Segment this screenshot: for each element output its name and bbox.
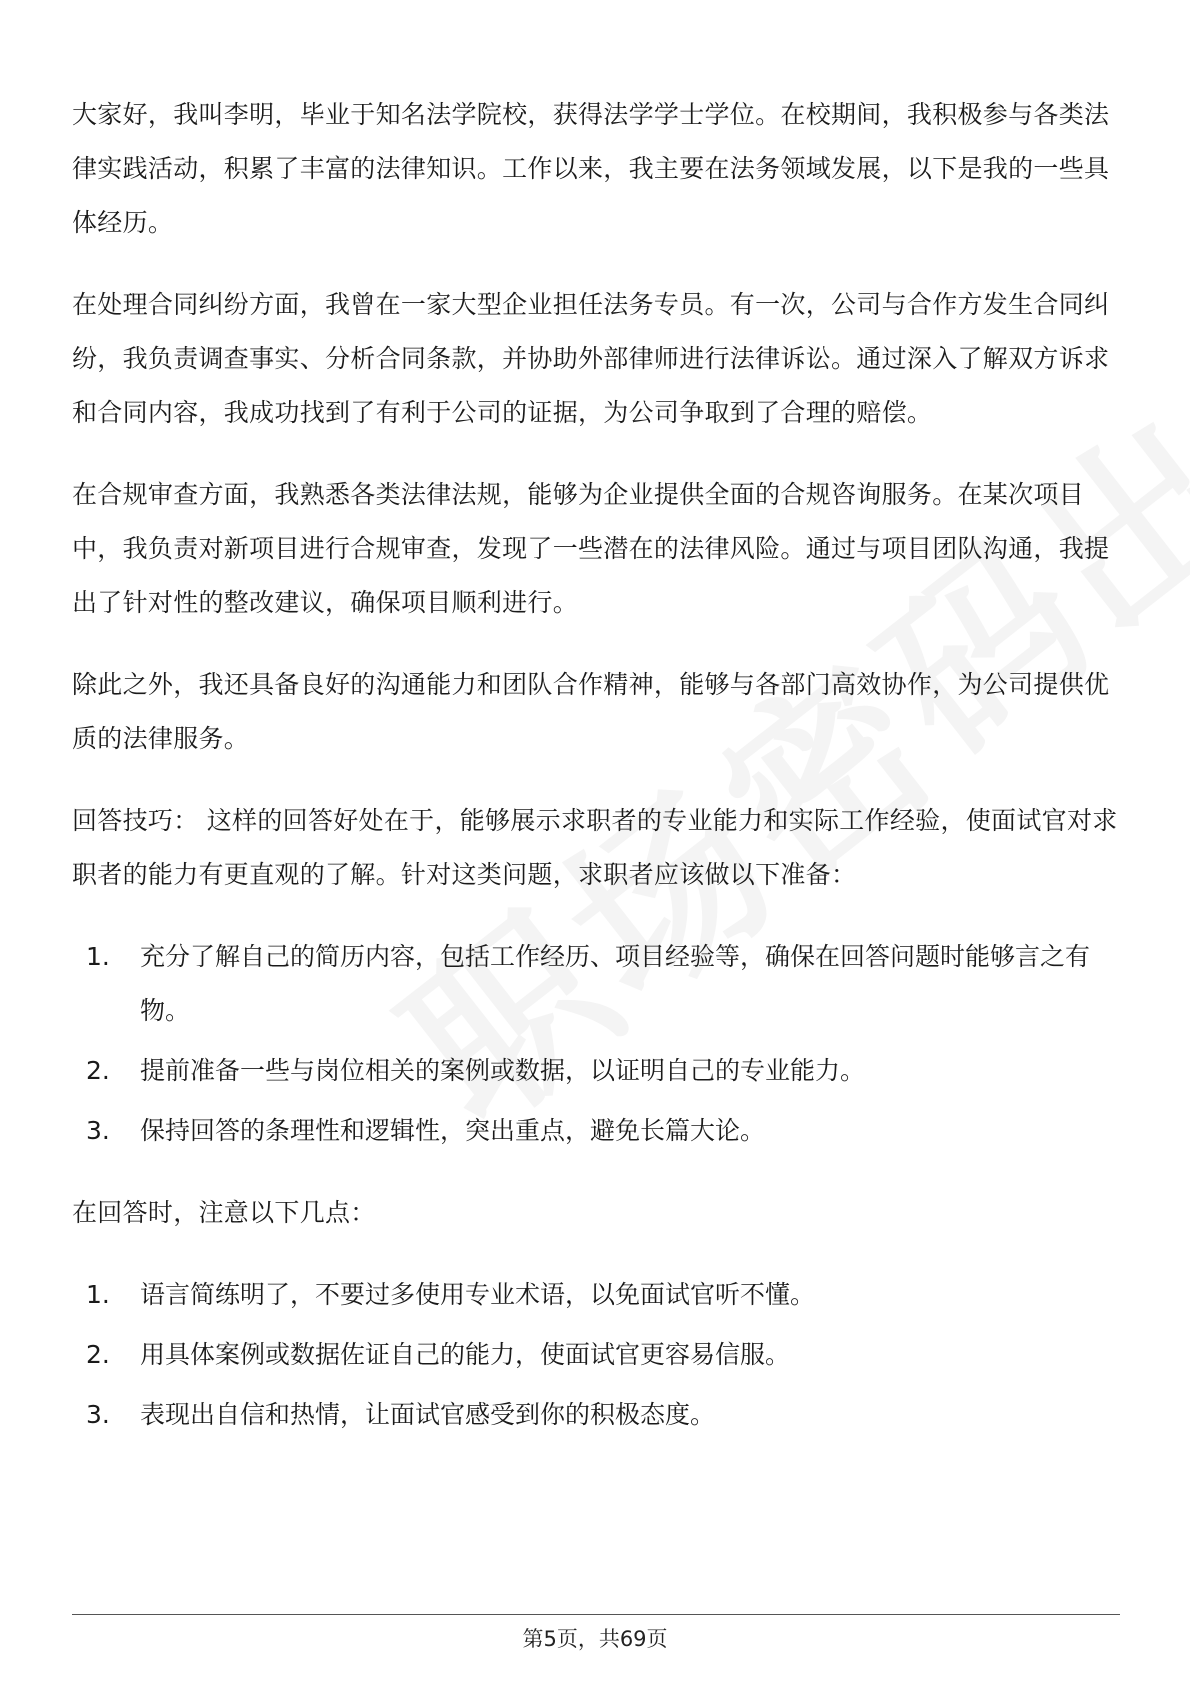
list-text: 充分了解自己的简历内容，包括工作经历、项目经验等，确保在回答问题时能够言之有物。 — [140, 942, 1091, 1025]
list-text: 提前准备一些与岗位相关的案例或数据，以证明自己的专业能力。 — [140, 1056, 866, 1085]
list-text: 保持回答的条理性和逻辑性，突出重点，避免长篇大论。 — [140, 1116, 766, 1145]
preparation-list — [72, 930, 1122, 1158]
list-item — [86, 930, 1122, 1038]
list-number: 3. — [86, 1400, 110, 1429]
list-item — [86, 1328, 1122, 1382]
list-item — [86, 1044, 1122, 1098]
paragraph-answer-tips: 回答技巧： 这样的回答好处在于，能够展示求职者的专业能力和实际工作经验，使面试官对求职者的能力有更直观的了解。针对这类问题，求职者应该做以下准备： — [72, 806, 1118, 889]
list-number: 2. — [86, 1056, 110, 1085]
paragraph-compliance: 在合规审查方面，我熟悉各类法律法规，能够为企业提供全面的合规咨询服务。在某次项目中，我负责对新项目进行合规审查，发现了一些潜在的法律风险。通过与项目团队沟通，我提出了针对性的整改建议，确保项目顺利进行。 — [72, 480, 1110, 617]
list-text: 用具体案例或数据佐证自己的能力，使面试官更容易信服。 — [140, 1340, 791, 1369]
document-body — [72, 88, 1122, 1470]
list-item — [86, 1388, 1122, 1442]
paragraph-soft-skills: 除此之外，我还具备良好的沟通能力和团队合作精神，能够与各部门高效协作，为公司提供优质的法律服务。 — [72, 670, 1110, 753]
list-text: 语言简练明了，不要过多使用专业术语，以免面试官听不懂。 — [140, 1280, 816, 1309]
footer-divider — [72, 1614, 1120, 1615]
list-text: 表现出自信和热情，让面试官感受到你的积极态度。 — [140, 1400, 716, 1429]
list-item — [86, 1104, 1122, 1158]
list-number: 1. — [86, 1280, 110, 1309]
page-number: 第5页，共69页 — [522, 1627, 668, 1651]
paragraph-contract-dispute: 在处理合同纠纷方面，我曾在一家大型企业担任法务专员。有一次，公司与合作方发生合同纠纷，我负责调查事实、分析合同条款，并协助外部律师进行法律诉讼。通过深入了解双方诉求和合同内容，我成功找到了有利于公司的证据，为公司争取到了合理的赔偿。 — [72, 290, 1110, 427]
list-number: 1. — [86, 942, 110, 971]
paragraph-notes-intro: 在回答时，注意以下几点： — [72, 1198, 376, 1227]
list-number: 3. — [86, 1116, 110, 1145]
paragraph-intro: 大家好，我叫李明，毕业于知名法学院校，获得法学学士学位。在校期间，我积极参与各类法律实践活动，积累了丰富的法律知识。工作以来，我主要在法务领域发展，以下是我的一些具体经历。 — [72, 100, 1110, 237]
list-item — [86, 1268, 1122, 1322]
list-number: 2. — [86, 1340, 110, 1369]
notes-list — [72, 1268, 1122, 1442]
